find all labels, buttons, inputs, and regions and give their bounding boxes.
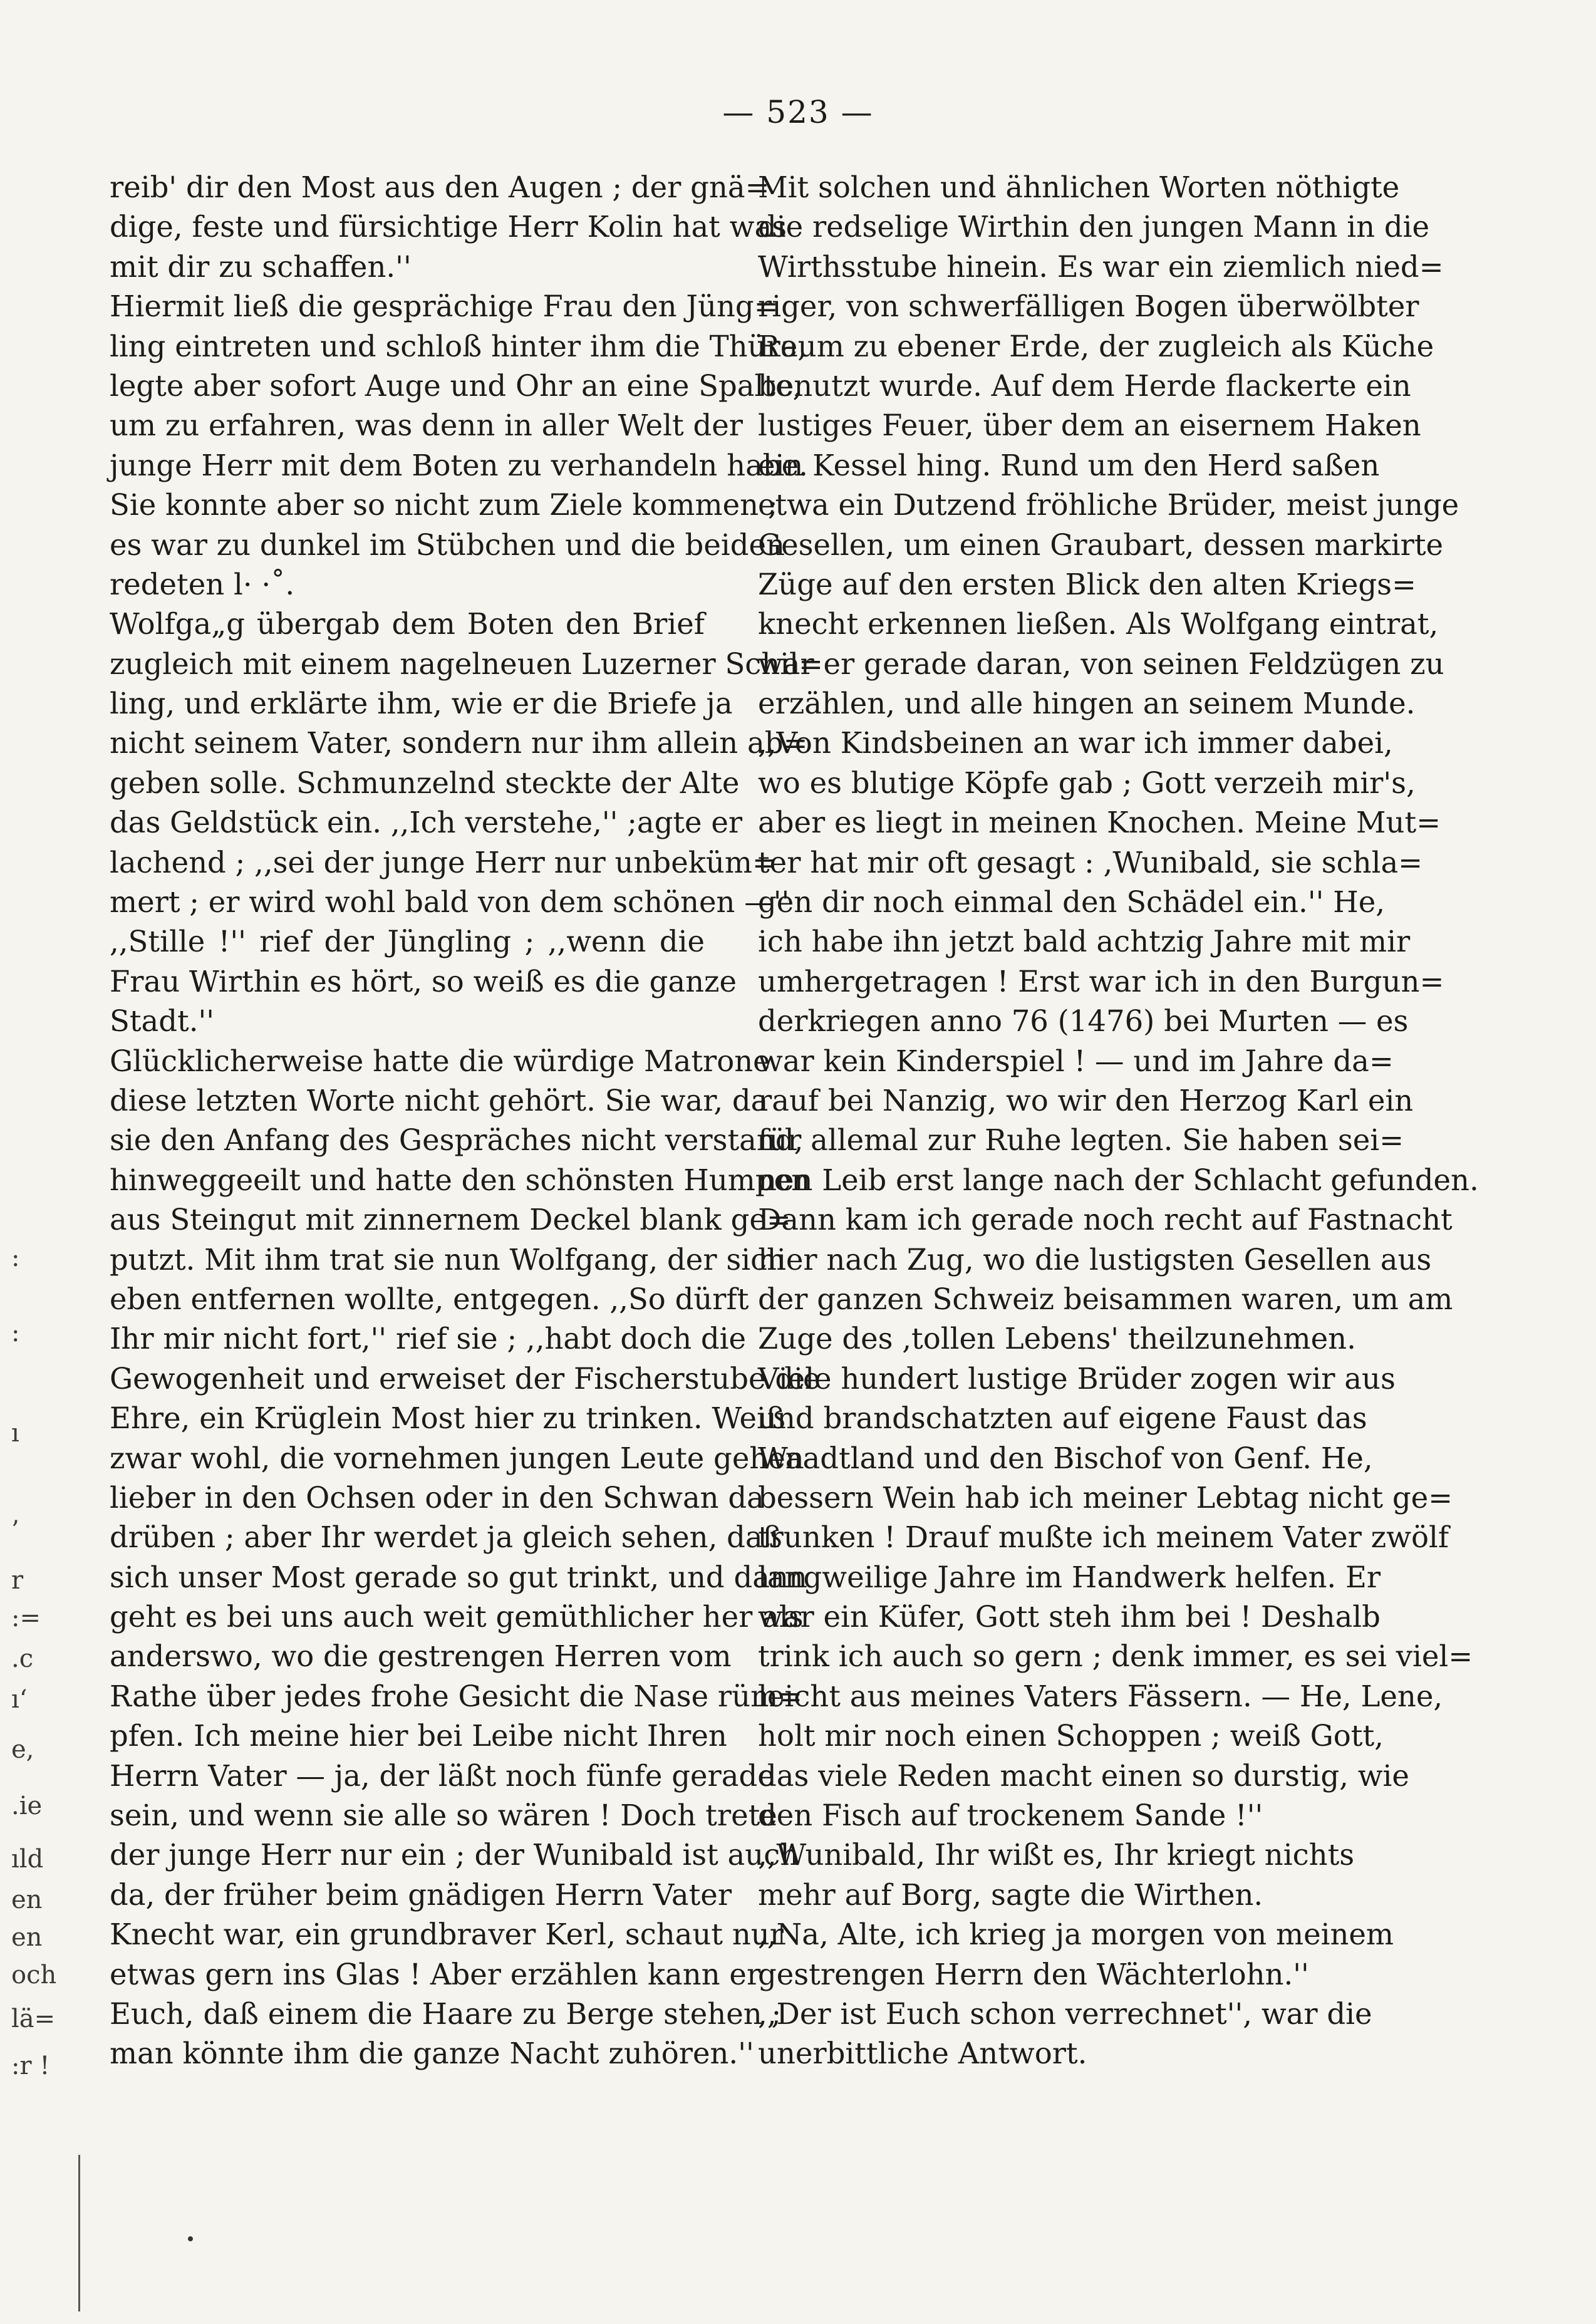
text-line: Mit solchen und ähnlichen Worten nöthigte (758, 170, 1400, 204)
text-line: ter hat mir oft gesagt : ,Wunibald, sie schla= (758, 845, 1423, 879)
left-text-column (110, 168, 824, 2074)
margin-fragment: en (11, 1886, 43, 1914)
text-line: Gewogenheit und erweiset der Fischerstube die (110, 1361, 821, 1396)
text-line: die redselige Wirthin den jungen Mann in die (758, 210, 1430, 244)
text-line: den Fisch auf trockenem Sande !'' (758, 1798, 1263, 1833)
text-line: diese letzten Worte nicht gehört. Sie war, da (110, 1083, 769, 1118)
text-line: Rathe über jedes frohe Gesicht die Nase rüm= (110, 1679, 803, 1713)
text-line: Stadt.'' (110, 1004, 215, 1039)
text-line: Raum zu ebener Erde, der zugleich als Küche (758, 329, 1434, 363)
text-line: putzt. Mit ihm trat sie nun Wolfgang, der sich (110, 1242, 786, 1277)
text-line: langweilige Jahre im Handwerk helfen. Er (758, 1560, 1381, 1594)
text-line: nen Leib erst lange nach der Schlacht gefunden. (758, 1163, 1479, 1197)
text-line: ,,Na, Alte, ich krieg ja morgen von meinem (758, 1917, 1394, 1952)
text-line: umhergetragen ! Erst war ich in den Burgun= (758, 964, 1444, 999)
margin-fragment: r (11, 1566, 24, 1595)
text-line: ,,Wunibald, Ihr wißt es, Ihr kriegt nichts (758, 1838, 1355, 1872)
margin-fragment: ı‘ (11, 1685, 28, 1714)
text-line: für allemal zur Ruhe legten. Sie haben sei= (758, 1123, 1404, 1158)
right-text-column (758, 168, 1479, 2074)
text-line: reib' dir den Most aus den Augen ; der gnä= (110, 170, 770, 204)
text-line: ling eintreten und schloß hinter ihm die Thüre, (110, 329, 807, 363)
text-line: Gesellen, um einen Graubart, dessen markirte (758, 527, 1444, 562)
text-line: bessern Wein hab ich meiner Lebtag nicht ge= (758, 1480, 1453, 1515)
text-line: Wolfga„g übergab dem Boten den Brief (110, 607, 705, 641)
text-line: mert ; er wird wohl bald von dem schönen —'' (110, 885, 790, 920)
text-line: mehr auf Borg, sagte die Wirthen. (758, 1877, 1263, 1912)
text-line: Dann kam ich gerade noch recht auf Fastnacht (758, 1203, 1453, 1237)
text-line: eben entfernen wollte, entgegen. ,,So dürft (110, 1282, 749, 1316)
text-line: Wirthsstube hinein. Es war ein ziemlich nied= (758, 249, 1444, 284)
text-line: trink ich auch so gern ; denk immer, es sei viel= (758, 1639, 1473, 1674)
text-line: holt mir noch einen Schoppen ; weiß Gott, (758, 1719, 1384, 1753)
text-line: benutzt wurde. Auf dem Herde flackerte ein (758, 368, 1411, 403)
text-line: Glücklicherweise hatte die würdige Matrone (110, 1044, 770, 1078)
text-line: der ganzen Schweiz beisammen waren, um am (758, 1282, 1453, 1316)
margin-fragment: .c (11, 1644, 34, 1673)
text-line: Ehre, ein Krüglein Most hier zu trinken. Weiß (110, 1401, 785, 1436)
text-line: sich unser Most gerade so gut trinkt, und dann (110, 1560, 807, 1594)
text-line: knecht erkennen ließen. Als Wolfgang eintrat, (758, 607, 1439, 641)
text-line: wo es blutige Köpfe gab ; Gott verzeih mir's, (758, 765, 1416, 800)
text-line: man könnte ihm die ganze Nacht zuhören.'' (110, 2036, 754, 2071)
page-number: — 523 — (722, 94, 874, 130)
text-line: lustiges Feuer, über dem an eisernem Haken (758, 408, 1421, 443)
margin-fragment: : (11, 1319, 20, 1347)
text-line: Knecht war, ein grundbraver Kerl, schaut nur (110, 1917, 784, 1952)
text-line: ich habe ihn jetzt bald achtzig Jahre mit mir (758, 925, 1411, 959)
text-line: und brandschatzten auf eigene Faust das (758, 1401, 1367, 1436)
text-line: ein Kessel hing. Rund um den Herd saßen (758, 448, 1380, 482)
text-line: aus Steingut mit zinnernem Deckel blank ge= (110, 1203, 791, 1237)
text-line: etwas gern ins Glas ! Aber erzählen kann er (110, 1957, 761, 1991)
text-line: um zu erfahren, was denn in aller Welt der (110, 408, 744, 443)
text-line: Züge auf den ersten Blick den alten Kriegs= (758, 567, 1416, 601)
text-line: lieber in den Ochsen oder in den Schwan da (110, 1480, 764, 1515)
margin-fragment: ıld (11, 1845, 44, 1874)
text-line: Hiermit ließ die gesprächige Frau den Jüng= (110, 289, 779, 324)
text-line: zugleich mit einem nagelneuen Luzerner Schil= (110, 646, 824, 681)
text-line: etwa ein Dutzend fröhliche Brüder, meist junge (758, 488, 1459, 522)
text-line: ,,Stille !'' rief der Jüngling ; ,,wenn die (110, 925, 705, 959)
text-line: Herrn Vater — ja, der läßt noch fünfe gerade (110, 1758, 775, 1793)
text-line: es war zu dunkel im Stübchen und die beiden (110, 527, 785, 562)
text-line: dige, feste und fürsichtige Herr Kolin hat was (110, 210, 787, 244)
text-line: riger, von schwerfälligen Bogen überwölbter (758, 289, 1419, 324)
text-line: Zuge des ,tollen Lebens' theilzunehmen. (758, 1322, 1356, 1356)
ink-dot (188, 2236, 193, 2241)
margin-fragment: := (11, 1604, 41, 1632)
margin-fragment: ı (11, 1419, 19, 1448)
text-line: war ein Küfer, Gott steh ihm bei ! Deshalb (758, 1600, 1381, 1634)
text-line: junge Herr mit dem Boten zu verhandeln habe. (110, 448, 808, 482)
text-line: trunken ! Drauf mußte ich meinem Vater zwölf (758, 1520, 1449, 1555)
text-line: gen dir noch einmal den Schädel ein.'' He, (758, 885, 1386, 920)
text-line: drüben ; aber Ihr werdet ja gleich sehen, daß (110, 1520, 782, 1555)
text-line: da, der früher beim gnädigen Herrn Vater (110, 1877, 732, 1912)
text-line: hier nach Zug, wo die lustigsten Gesellen aus (758, 1242, 1432, 1277)
text-line: war kein Kinderspiel ! — und im Jahre da= (758, 1044, 1394, 1078)
margin-fragment: :r ! (11, 2052, 50, 2080)
text-line: aber es liegt in meinen Knochen. Meine Mut= (758, 806, 1441, 840)
margin-fragment: e, (11, 1735, 34, 1764)
text-line: hinweggeeilt und hatte den schönsten Humpen (110, 1163, 811, 1197)
text-line: rauf bei Nanzig, wo wir den Herzog Karl ein (758, 1083, 1414, 1118)
text-line: Waadtland und den Bischof von Genf. He, (758, 1441, 1373, 1475)
text-line: sein, und wenn sie alle so wären ! Doch trete (110, 1798, 777, 1833)
margin-fragment: lä= (11, 2005, 56, 2033)
margin-fragment: .ie (11, 1792, 43, 1820)
text-line: sie den Anfang des Gespräches nicht verstand, (110, 1123, 804, 1158)
text-line: Ihr mir nicht fort,'' rief sie ; ,,habt doch die (110, 1322, 747, 1356)
text-line: redeten l· ·˚. (110, 567, 295, 601)
text-line: Euch, daß einem die Haare zu Berge stehen ; (110, 1996, 782, 2031)
text-line: Sie konnte aber so nicht zum Ziele kommen ; (110, 488, 778, 522)
text-line: der junge Herr nur ein ; der Wunibald ist auch (110, 1838, 799, 1872)
text-line: ,,Der ist Euch schon verrechnet'', war die (758, 1996, 1372, 2031)
text-line: nicht seinem Vater, sondern nur ihm allein ab= (110, 726, 808, 760)
text-line: unerbittliche Antwort. (758, 2036, 1087, 2071)
text-line: leicht aus meines Vaters Fässern. — He, Lene, (758, 1679, 1443, 1713)
margin-fragment: en (11, 1923, 43, 1952)
text-line: legte aber sofort Auge und Ohr an eine Spalte, (110, 368, 802, 403)
text-line: geben solle. Schmunzelnd steckte der Alte (110, 765, 740, 800)
text-line: pfen. Ich meine hier bei Leibe nicht Ihren (110, 1719, 727, 1753)
text-line: zwar wohl, die vornehmen jungen Leute gehen (110, 1441, 804, 1475)
text-line: derkriegen anno 76 (1476) bei Murten — es (758, 1004, 1409, 1039)
text-line: lachend ; ,,sei der junge Herr nur unbeküm= (110, 845, 777, 879)
text-line: ling, und erklärte ihm, wie er die Briefe ja (110, 687, 733, 721)
text-line: mit dir zu schaffen.'' (110, 249, 412, 284)
text-line: geht es bei uns auch weit gemüthlicher her als (110, 1600, 804, 1634)
margin-rule (78, 2155, 80, 2311)
text-line: war er gerade daran, von seinen Feldzügen zu (758, 646, 1444, 681)
text-line: das viele Reden macht einen so durstig, wie (758, 1758, 1409, 1793)
text-line: ,,Von Kindsbeinen an war ich immer dabei, (758, 726, 1393, 760)
margin-fragment: och (11, 1961, 57, 1989)
text-line: erzählen, und alle hingen an seinem Munde. (758, 687, 1416, 721)
text-line: anderswo, wo die gestrengen Herren vom (110, 1639, 732, 1674)
margin-fragment: ’ (11, 1516, 19, 1545)
text-line: Frau Wirthin es hört, so weiß es die ganze (110, 964, 737, 999)
text-line: das Geldstück ein. ,,Ich verstehe,'' ;agte er (110, 806, 743, 840)
text-line: Viele hundert lustige Brüder zogen wir aus (758, 1361, 1396, 1396)
text-line: gestrengen Herrn den Wächterlohn.'' (758, 1957, 1309, 1991)
margin-fragment: : (11, 1243, 20, 1272)
